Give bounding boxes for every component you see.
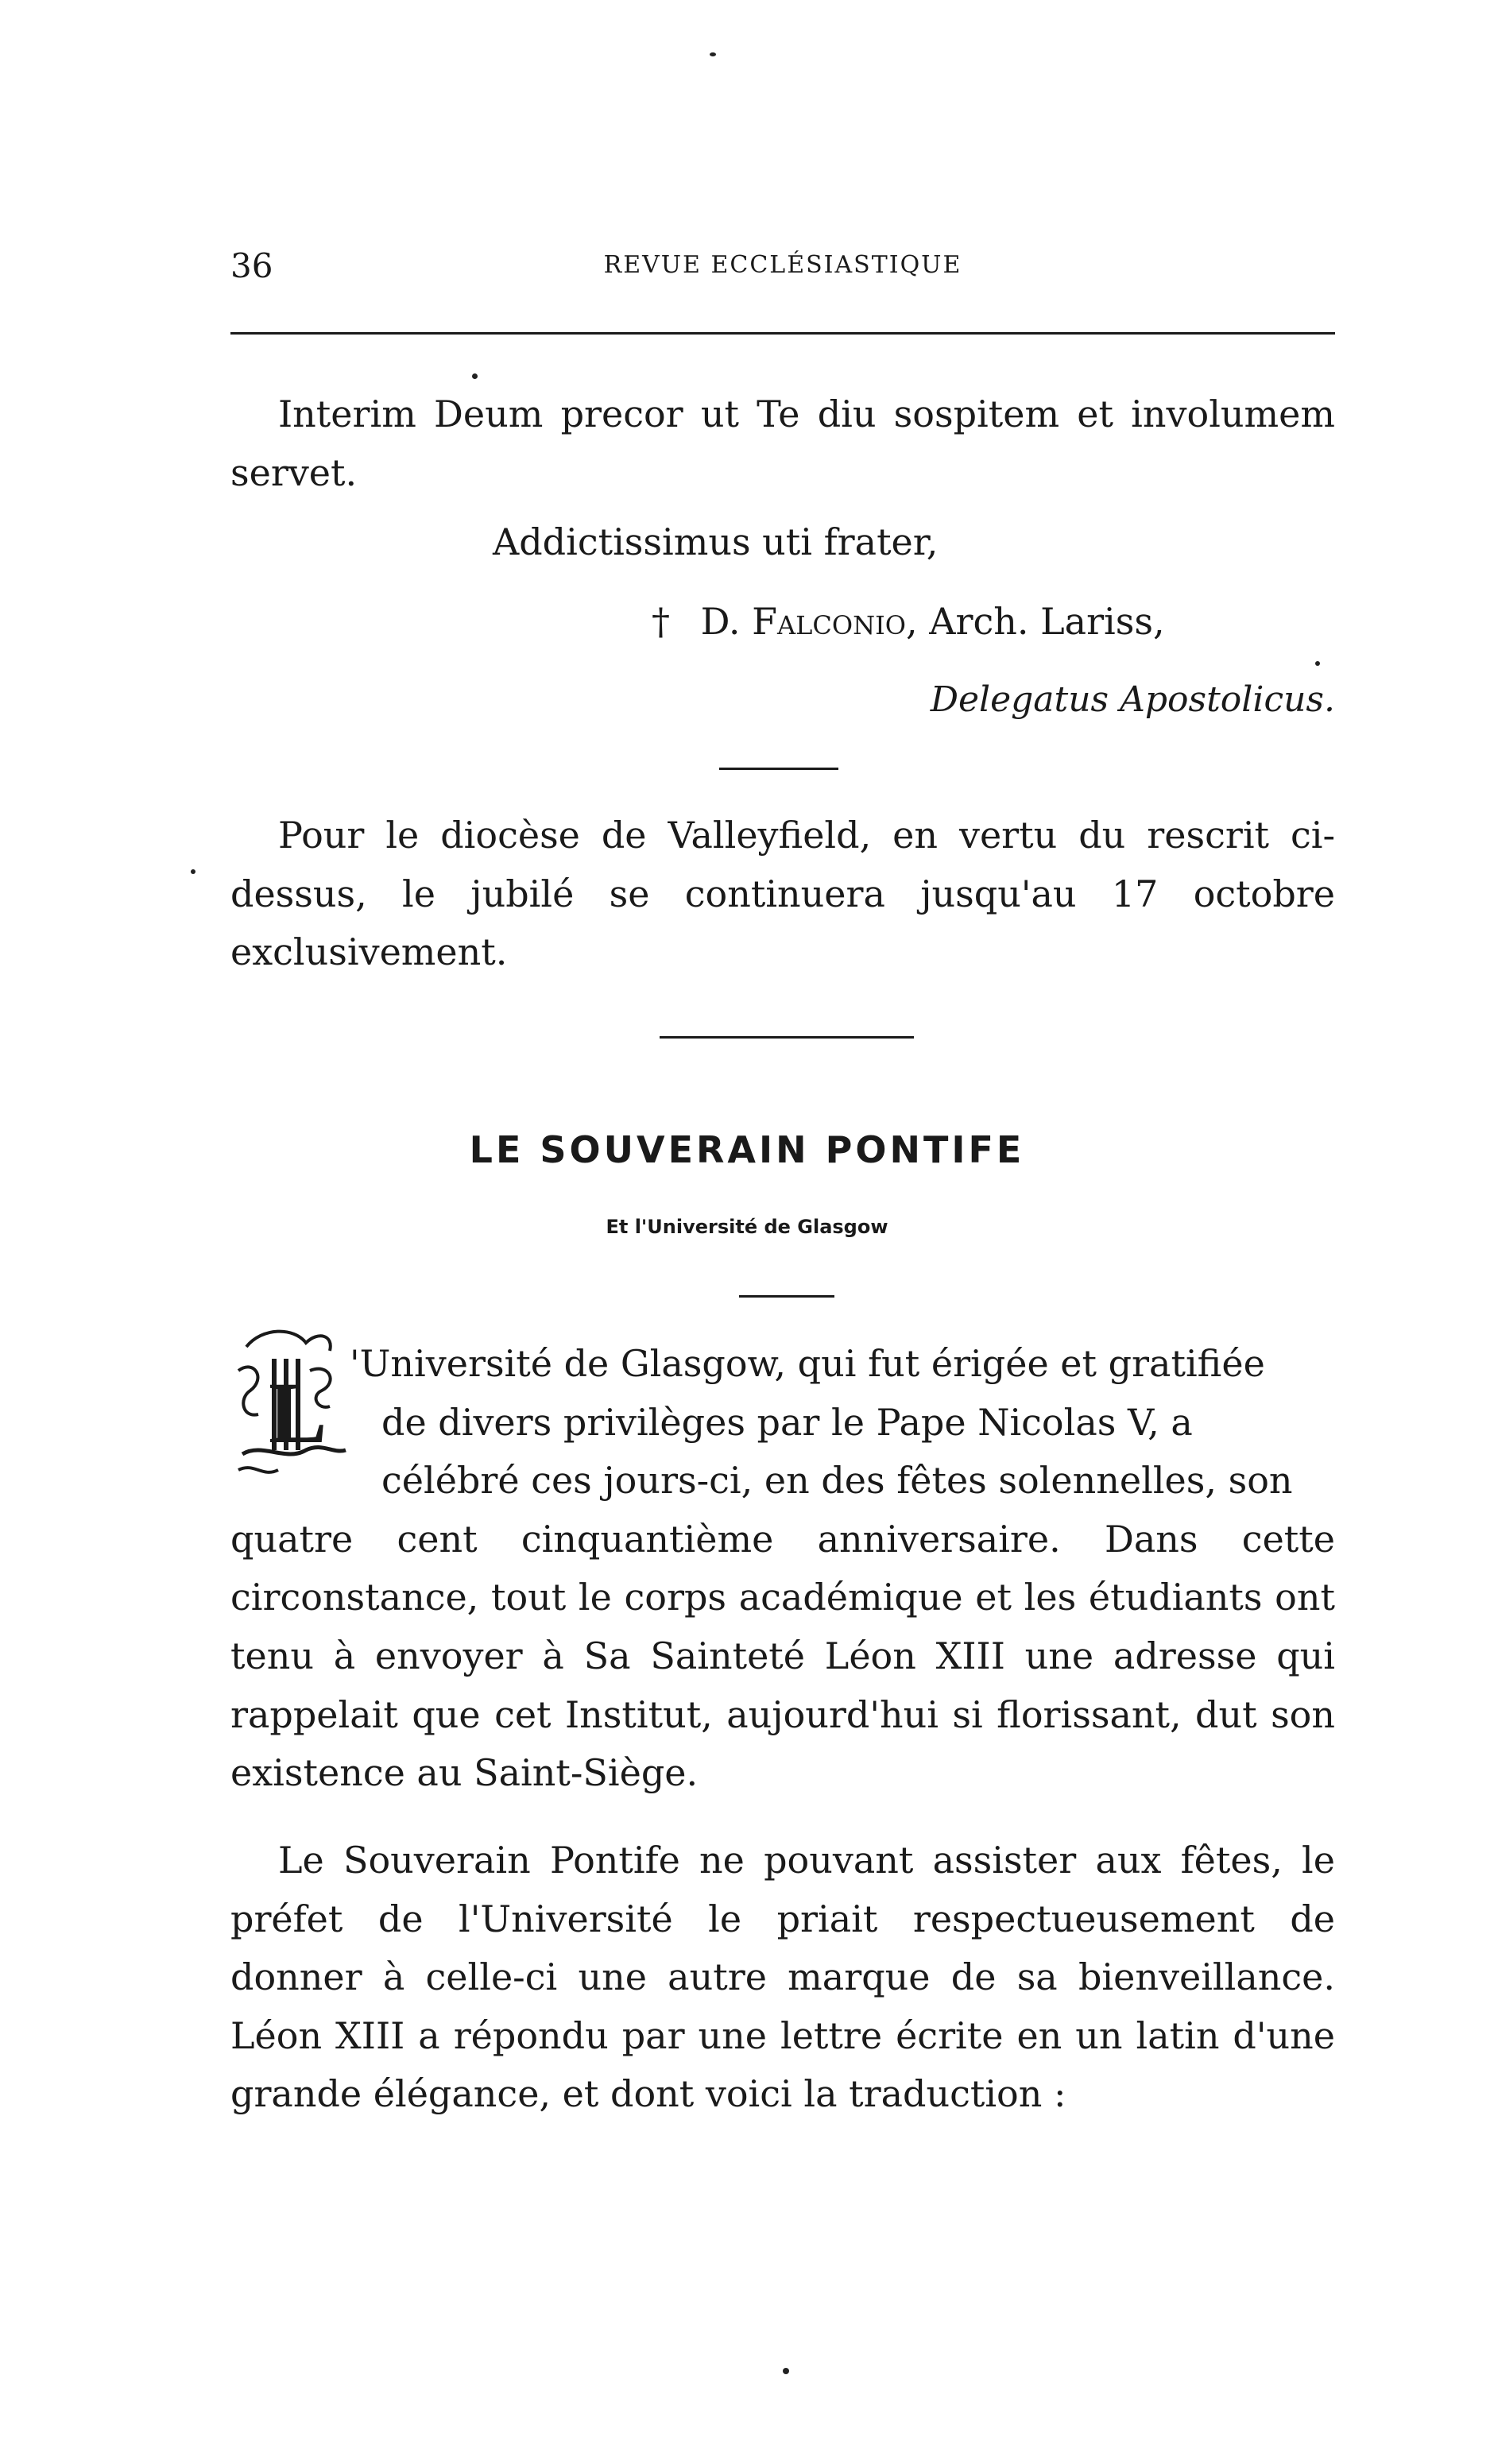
signature-title: Arch. Lariss,: [929, 600, 1165, 643]
article-paragraph-1: [230, 1335, 1335, 1803]
paragraph-line: de divers privilèges par le Pape Nicolas V, a: [381, 1400, 1193, 1444]
page-number: 36: [230, 246, 273, 285]
paragraph-text: quatre cent cinquantième anniversaire. Dans cette circonstance, tout le corps académique et les étudiants ont tenu à envoyer à Sa Sainteté Léon XIII une adresse qui rappelait que cet Institut, aujourd'hui si florissant, dut son existence au Saint-Siège.: [230, 1517, 1335, 1795]
cross-symbol: †: [652, 600, 670, 643]
signature-name: Falconio,: [752, 600, 918, 643]
scan-speck: [1315, 661, 1320, 666]
page-header: [230, 246, 1335, 294]
letter-salutation: Addictissimus uti frater,: [493, 520, 939, 563]
article-paragraph-2: Le Souverain Pontife ne pouvant assister aux fêtes, le préfet de l'Université le priait respectueusement de donner à celle-ci une autre marque de sa bienveillance. Léon XIII a répondu par une lettre écrite en un latin d'une grande élégance, et dont voici la traduction :: [230, 1839, 1335, 2116]
scan-speck: [191, 869, 195, 874]
paragraph-line: célébré ces jours-ci, en des fêtes solennelles, son: [381, 1459, 1293, 1503]
running-title: REVUE ECCLÉSIASTIQUE: [603, 251, 962, 279]
scan-speck: [783, 2368, 789, 2374]
article-subtitle: Et l'Université de Glasgow: [606, 1216, 888, 1238]
letter-signature: [652, 600, 1165, 643]
dropcap-letter: L: [269, 1364, 327, 1461]
paragraph-line: 'Université de Glasgow, qui fut érigée et gratifiée: [350, 1342, 1265, 1385]
scan-speck: [710, 52, 716, 56]
separator-rule: [719, 768, 838, 770]
separator-rule: [660, 1036, 914, 1039]
letter-closing-paragraph: Interim Deum precor ut Te diu sospitem et involumem servet.: [230, 393, 1335, 494]
signature-initial: D.: [700, 600, 741, 643]
separator-rule: [739, 1295, 834, 1298]
diocese-notice: Pour le diocèse de Valleyfield, en vertu du rescrit ci-dessus, le jubilé se continuera jusqu'au 17 octobre exclusivement.: [230, 814, 1335, 974]
signature-role: Delegatus Apostolicus.: [930, 679, 1335, 720]
article-title: LE SOUVERAIN PONTIFE: [469, 1128, 1025, 1171]
header-rule: [230, 332, 1335, 335]
scan-speck: [472, 373, 478, 379]
